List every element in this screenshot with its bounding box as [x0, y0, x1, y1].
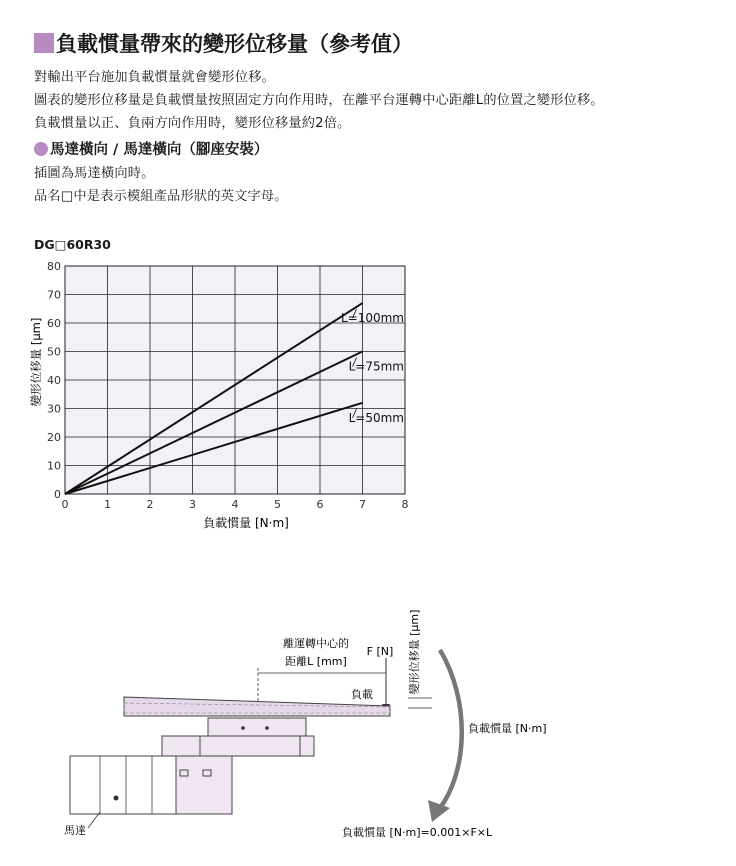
x-tick-label: 5	[274, 498, 281, 511]
section-line-1: 插圖為馬達橫向時。	[34, 166, 155, 181]
y-tick-label: 20	[47, 431, 61, 444]
y-tick-label: 10	[47, 459, 61, 473]
intro-line-1: 對輸出平台施加負載慣量就會變形位移。	[34, 70, 275, 85]
y-tick-label: 50	[47, 345, 61, 359]
distance-label-line1: 離運轉中心的	[283, 637, 349, 650]
load-label: 負載	[351, 688, 373, 701]
section-title-text: 馬達橫向 / 馬達橫向（腳座安裝）	[50, 142, 269, 158]
series-label: L=100mm	[340, 311, 404, 326]
gear-housing	[176, 756, 232, 814]
y-tick-label: 60	[47, 317, 61, 330]
actuator-center	[200, 736, 300, 756]
actuator-top	[208, 718, 306, 738]
displacement-label: 變形位移量 [μm]	[408, 609, 421, 695]
chart-title: DG□60R30	[34, 237, 111, 252]
x-tick-label: 0	[61, 498, 69, 511]
series-label: L=50mm	[348, 410, 404, 425]
page-title-text: 負載慣量帶來的變形位移量（參考值）	[56, 32, 413, 56]
motor-dot-icon	[114, 796, 119, 801]
y-axis-label: 變形位移量 [μm]	[29, 317, 43, 407]
x-tick-label: 7	[359, 498, 366, 511]
hole-icon	[265, 726, 269, 730]
y-tick-label: 40	[47, 374, 61, 387]
moment-arrow-head	[428, 800, 450, 822]
motor-body	[70, 756, 176, 814]
x-tick-label: 2	[146, 498, 154, 511]
x-tick-label: 8	[401, 498, 409, 511]
hole-icon	[241, 726, 245, 730]
x-tick-label: 3	[189, 498, 196, 511]
x-tick-label: 1	[104, 498, 111, 511]
y-tick-label: 70	[47, 288, 61, 302]
y-tick-label: 0	[54, 488, 61, 501]
intro-line-3: 負載慣量以正、負兩方向作用時，變形位移量約2倍。	[34, 116, 351, 131]
x-tick-label: 6	[316, 498, 324, 511]
distance-label-line2: 距離L [mm]	[285, 655, 347, 668]
force-label: F [N]	[366, 645, 394, 658]
section-line-2: 品名□中是表示模組產品形狀的英文字母。	[34, 189, 288, 204]
series-label: L=75mm	[348, 359, 404, 374]
moment-curved-arrow	[440, 650, 462, 808]
x-tick-label: 4	[231, 498, 239, 511]
moment-label: 負載慣量 [N·m]	[468, 722, 547, 735]
motor-label: 馬達	[64, 824, 86, 837]
intro-line-2: 圖表的變形位移量是負載慣量按照固定方向作用時，在離平台運轉中心距離L的位置之變形位移。	[34, 93, 604, 108]
x-axis-label: 負載慣量 [N·m]	[203, 516, 289, 530]
moment-formula: 負載慣量 [N·m]=0.001×F×L	[342, 826, 493, 839]
y-tick-label: 80	[47, 260, 61, 273]
y-tick-label: 30	[47, 402, 61, 416]
